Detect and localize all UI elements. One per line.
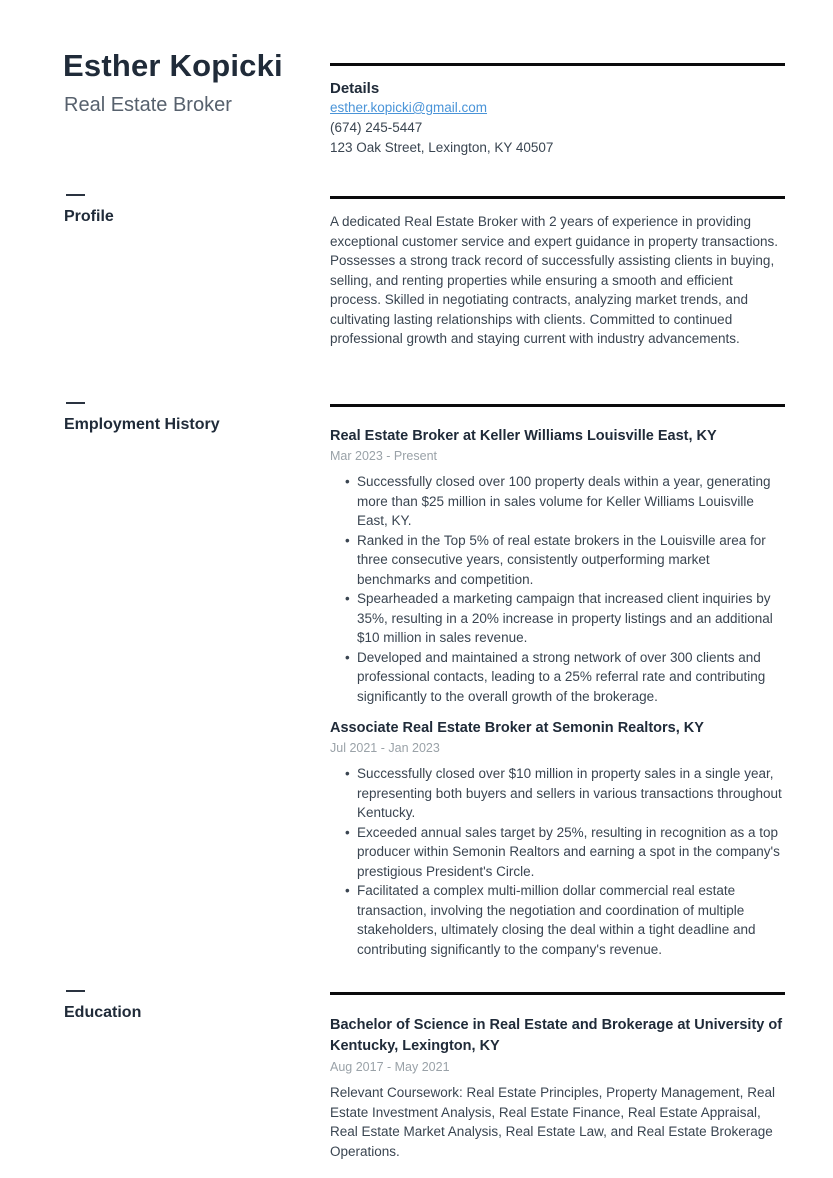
job-bullet: • Successfully closed over 100 property deals within a year, generating more than $25 million in sales volume for Keller Williams Louisville East, KY. [330,472,786,531]
employment-section [330,426,786,959]
profile-label [64,194,314,226]
education-dates: Aug 2017 - May 2021 [330,1060,450,1074]
job-bullet: • Successfully closed over $10 million in property sales in a single year, representing both buyers and sellers in various transactions throughout Kentucky. [330,764,786,823]
details-divider [330,63,785,66]
job-bullet: • Developed and maintained a strong network of over 300 clients and professional contacts, leading to a 25% referral rate and contributing significantly to the overall growth of the brokerage. [330,648,786,707]
employment-label [64,402,314,434]
employment-label-text: Employment History [64,416,220,433]
job-bullet-list [330,764,786,959]
job-bullet: • Spearheaded a marketing campaign that increased client inquiries by 35%, resulting in a 20% increase in property listings and an additional $10 million in sales revenue. [330,589,786,648]
email-link[interactable]: esther.kopicki@gmail.com [330,100,488,115]
education-description: Relevant Coursework: Real Estate Principles, Property Management, Real Estate Investment Analysis, Real Estate Finance, Real Estate Appraisal, Real Estate Market Analysis, Real Estate Law, and Real Estate Brokerage Operations. [330,1085,775,1159]
profile-summary: A dedicated Real Estate Broker with 2 years of experience in providing exceptional customer service and expert guidance in property transactions. Possesses a strong track record of successfully assisting clients in buying, selling, and renting properties while ensuring a smooth and efficient process. Skilled in negotiating contracts, analyzing market trends, and cultivating lasting relationships with clients. Committed to continued professional growth and staying current with industry advancements. [330,214,778,346]
job-bullet: • Ranked in the Top 5% of real estate brokers in the Louisville area for three consecutive years, consistently outperforming market benchmarks and competition. [330,531,786,590]
job-dates: Mar 2023 - Present [330,449,437,463]
job-title: Associate Real Estate Broker at Semonin Realtors, KY [330,720,704,736]
details-section [330,80,786,158]
job-dates: Jul 2021 - Jan 2023 [330,741,440,755]
education-label-text: Education [64,1004,142,1021]
job-bullet: • Exceeded annual sales target by 25%, resulting in recognition as a top producer within Semonin Realtors and earning a spot in the company's prestigious President's Circle. [330,823,786,882]
education-divider [330,992,785,995]
job-title: Real Estate Broker at Keller Williams Louisville East, KY [330,428,717,444]
section-dash [66,990,85,992]
job-bullet: • Facilitated a complex multi-million dollar commercial real estate transaction, involving the negotiation and coordination of multiple stakeholders, ultimately closing the deal within a tight deadline and contributing significantly to the company's revenue. [330,881,786,959]
degree-title: Bachelor of Science in Real Estate and Brokerage at University of Kentucky, Lexington, KY [330,1017,783,1054]
section-dash [66,402,85,404]
education-label [64,990,314,1022]
details-heading: Details [330,80,380,97]
address: 123 Oak Street, Lexington, KY 40507 [330,140,554,155]
profile-divider [330,196,785,199]
section-dash [66,194,85,196]
education-section [330,1015,786,1161]
employment-divider [330,404,785,407]
job-bullet-list [330,472,786,706]
job-entry [330,718,786,959]
person-job-title: Real Estate Broker [64,94,232,116]
profile-label-text: Profile [64,208,114,225]
job-entry [330,426,786,706]
person-name: Esther Kopicki [63,48,283,83]
phone-number: (674) 245-5447 [330,120,423,135]
